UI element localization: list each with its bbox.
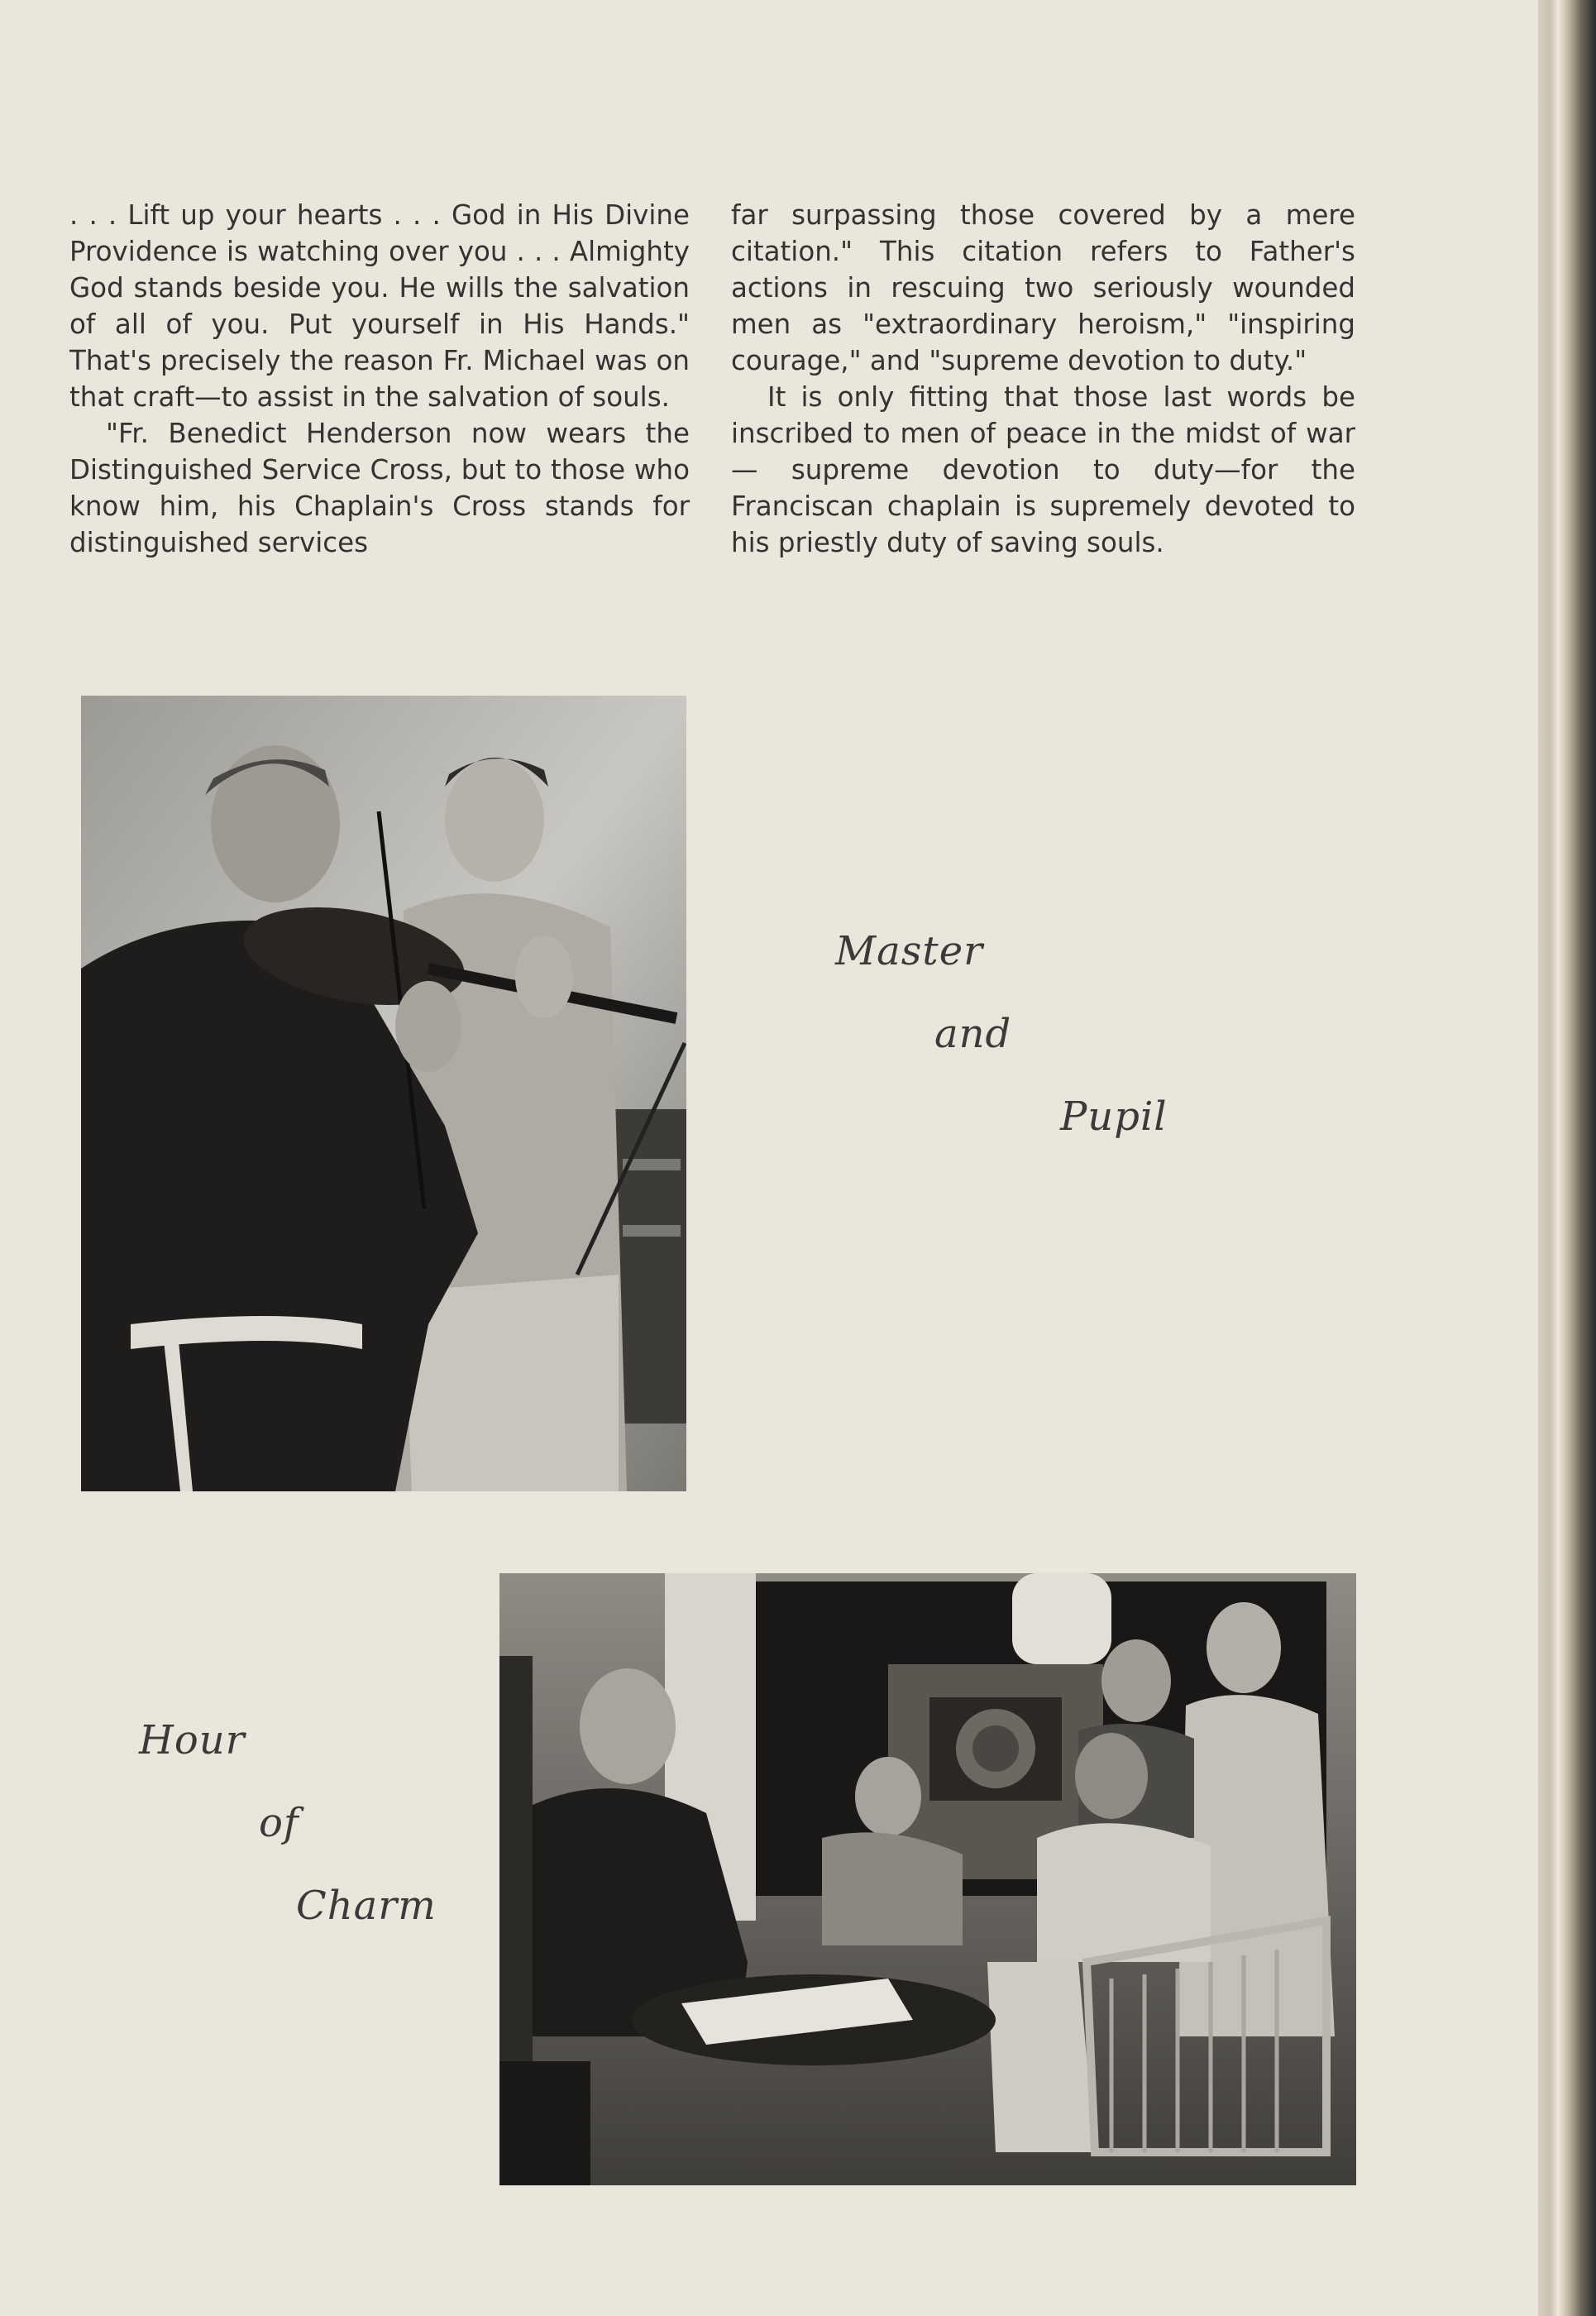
master-and-pupil-photo	[81, 696, 686, 1491]
book-page-edge	[1538, 0, 1596, 2316]
caption-and: and	[934, 1011, 1012, 1057]
article-column-left	[69, 197, 690, 561]
article-column-right	[731, 197, 1355, 561]
article-paragraph: far surpassing those covered by a mere citation." This citation refers to Father's actions in rescuing two seriously wounded men as "extraordinary heroism," "inspiring courage," and "supreme devotion to duty."	[731, 199, 1355, 376]
caption-master: Master	[835, 928, 984, 974]
violin-lesson-image	[81, 696, 686, 1491]
article-paragraph: . . . Lift up your hearts . . . God in His Divine Providence is watching over you . . . Almighty God stands beside you. He wills the salvation of all of you. Put yourself in His Hands." That's precisely the reason Fr. Michael was on that craft—to assist in the salvation of souls.	[69, 199, 690, 413]
caption-charm: Charm	[296, 1883, 437, 1929]
radio-gathering-image	[499, 1573, 1356, 2185]
hour-of-charm-photo	[499, 1573, 1356, 2185]
caption-hour: Hour	[139, 1717, 246, 1763]
article-paragraph: "Fr. Benedict Henderson now wears the Distinguished Service Cross, but to those who know him, his Chaplain's Cross stands for distinguished services	[69, 418, 690, 558]
caption-of: of	[259, 1800, 299, 1846]
caption-pupil: Pupil	[1060, 1093, 1168, 1140]
article-paragraph: It is only fitting that those last words be inscribed to men of peace in the midst of war — supreme devotion to duty—for the Franciscan chaplain is supremely devoted to his priestly duty of saving souls.	[731, 381, 1355, 558]
